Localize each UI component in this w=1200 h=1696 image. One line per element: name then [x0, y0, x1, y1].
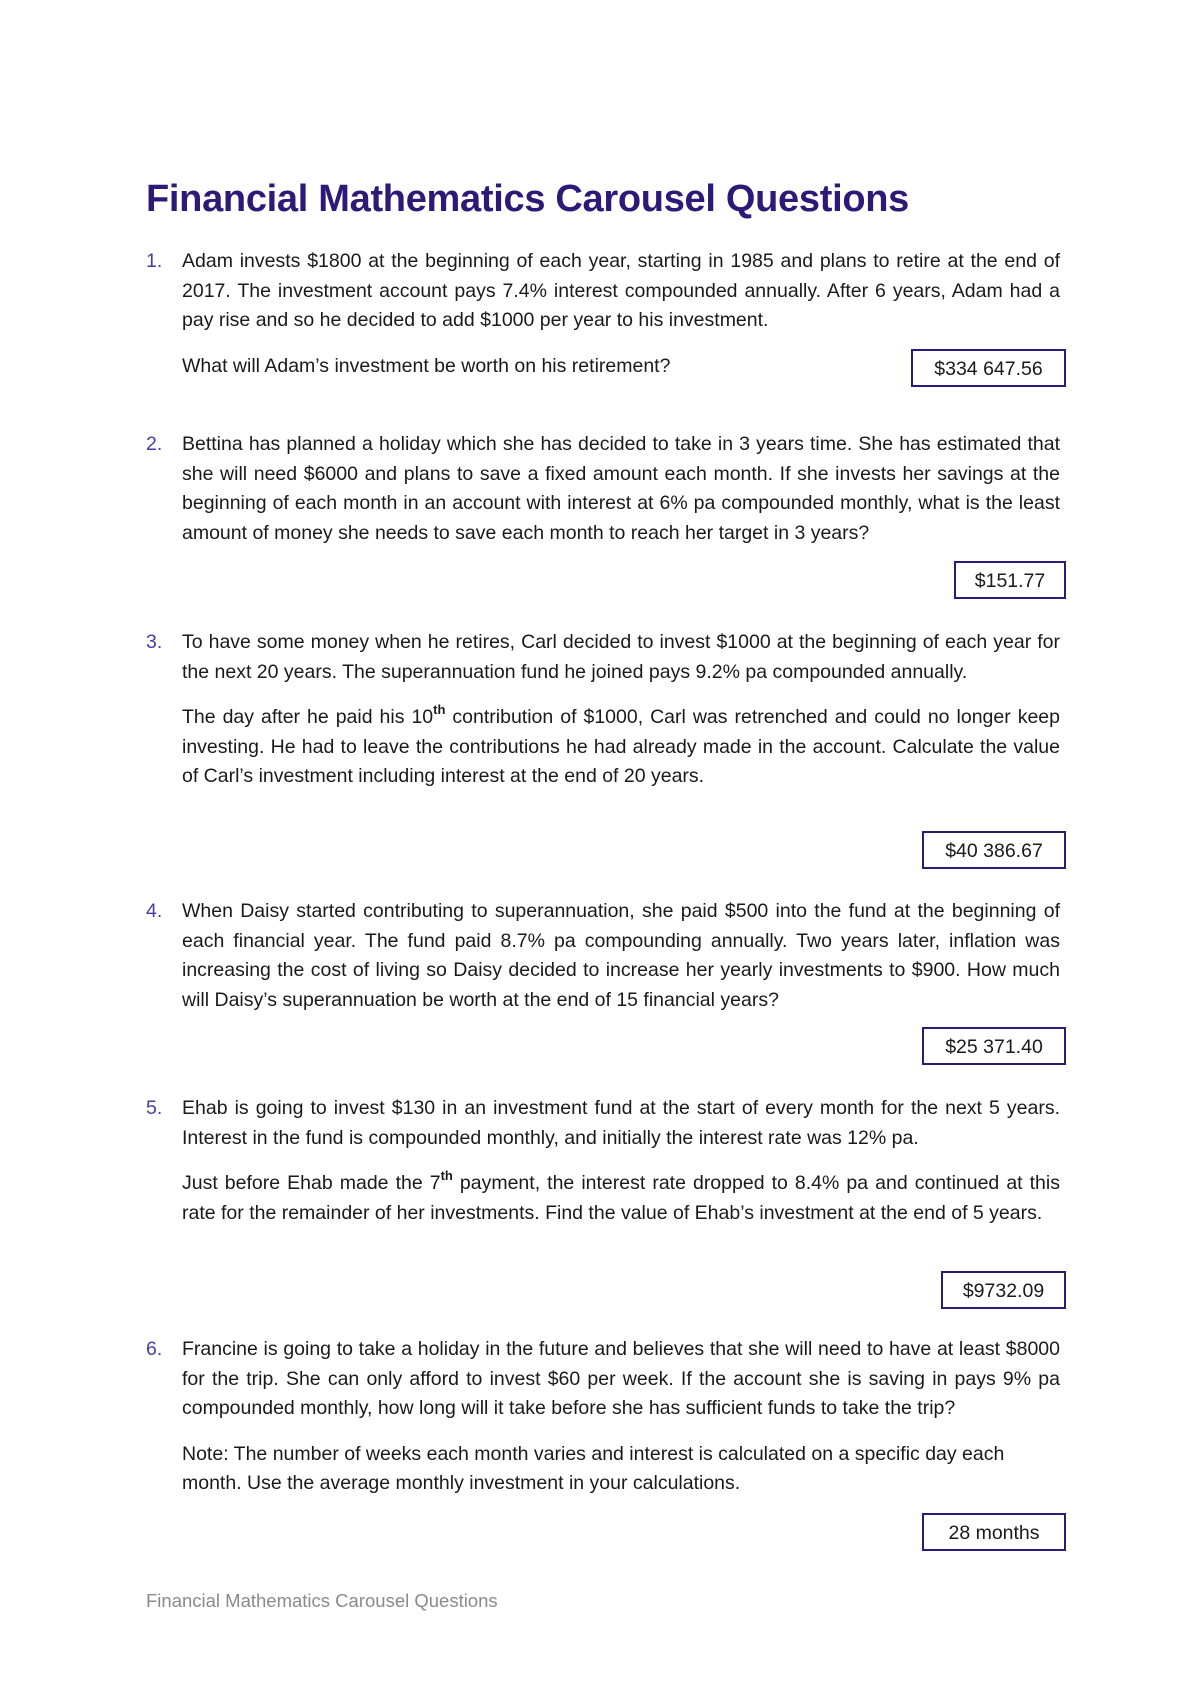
answer-box: $25 371.40	[922, 1027, 1066, 1065]
answer-box: $40 386.67	[922, 831, 1066, 869]
question-text-continued: The day after he paid his 10th contribution of $1000, Carl was retrenched and could no longer keep investing. He had to leave the contributions he had already made in the account. Calculate the value of Carl’s investment including interest at the end of 20 years.	[182, 702, 1060, 787]
question-text: Adam invests $1800 at the beginning of each year, starting in 1985 and plans to retire at the end of 2017. The investment account pays 7.4% interest compounded annually. After 6 years, Adam had a pay rise and so he decided to add $1000 per year to his investment.	[182, 250, 1060, 331]
question-text: When Daisy started contributing to superannuation, she paid $500 into the fund at the beginning of each financial year. The fund paid 8.7% pa compounding annually. Two years later, inflation was increasing the cost of living so Daisy decided to increase her yearly investments to $900. How much will Daisy’s superannuation be worth at the end of 15 financial years?	[182, 900, 1060, 1011]
question-number: 6.	[146, 1338, 163, 1360]
question-2	[146, 430, 1060, 548]
question-text: To have some money when he retires, Carl decided to invest $1000 at the beginning of each year for the next 20 years. The superannuation fund he joined pays 9.2% pa compounded annually.	[182, 631, 1060, 683]
question-number: 4.	[146, 900, 163, 922]
answer-box: $9732.09	[941, 1271, 1066, 1309]
question-3	[146, 628, 1060, 792]
page-footer: Financial Mathematics Carousel Questions	[146, 1590, 498, 1611]
page-title: Financial Mathematics Carousel Questions	[146, 178, 909, 220]
answer-box: $334 647.56	[911, 349, 1066, 387]
question-number: 5.	[146, 1097, 163, 1119]
question-text-continued: Just before Ehab made the 7th payment, the interest rate dropped to 8.4% pa and continued at this rate for the remainder of her investments. Find the value of Ehab’s investment at the end of 5 years.	[182, 1168, 1060, 1224]
question-text: Ehab is going to invest $130 in an investment fund at the start of every month for the next 5 years. Interest in the fund is compounded monthly, and initially the interest rate was 12% pa.	[182, 1097, 1060, 1149]
question-5	[146, 1094, 1060, 1228]
answer-box: $151.77	[954, 561, 1066, 599]
question-number: 3.	[146, 631, 163, 653]
question-note: Note: The number of weeks each month varies and interest is calculated on a specific day each month. Use the average monthly investment in your calculations.	[182, 1442, 1005, 1494]
question-4	[146, 897, 1060, 1015]
question-number: 2.	[146, 433, 163, 455]
answer-box: 28 months	[922, 1513, 1066, 1551]
question-number: 1.	[146, 250, 163, 272]
question-text: Francine is going to take a holiday in the future and believes that she will need to have at least $8000 for the trip. She can only afford to invest $60 per week. If the account she is saving in pays 9% pa compounded monthly, how long will it take before she has sufficient funds to take the trip?	[182, 1338, 1060, 1419]
question-text: Bettina has planned a holiday which she has decided to take in 3 years time. She has estimated that she will need $6000 and plans to save a fixed amount each month. If she invests her savings at the beginning of each month in an account with interest at 6% pa compounded monthly, what is the least amount of money she needs to save each month to reach her target in 3 years?	[182, 433, 1060, 544]
question-prompt: What will Adam’s investment be worth on his retirement?	[182, 354, 671, 377]
question-6	[146, 1335, 1060, 1499]
